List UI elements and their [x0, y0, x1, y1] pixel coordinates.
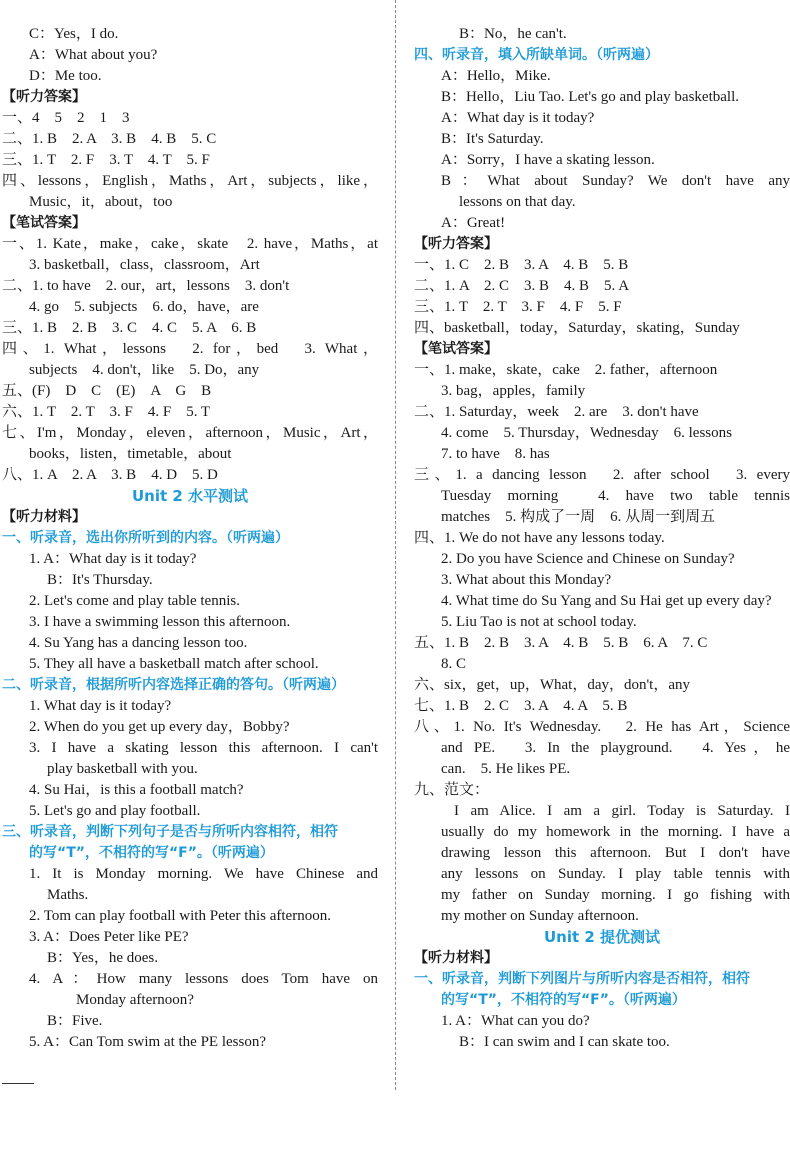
text-line: A：Hello，Mike.: [441, 68, 551, 84]
text-line: 1. A：What can you do?: [441, 1013, 590, 1029]
text-line: 8. C: [441, 656, 467, 672]
text-line: 1. It is Monday morning. We have Chinese and: [29, 866, 378, 882]
unit-title: Unit 2 提优测试: [543, 928, 661, 946]
question-heading: 的写“T”，不相符的写“F”。（听两遍）: [29, 845, 274, 861]
text-line: A：What day is it today?: [441, 110, 595, 126]
text-line: 4. What time do Su Yang and Su Hai get up every day?: [441, 593, 772, 609]
text-line: D：Me too.: [29, 68, 102, 84]
question-heading: 三、听录音，判断下列句子是否与所听内容相符，相符: [2, 824, 338, 840]
text-line: and PE. 3. In the playground. 4. Yes，he: [441, 740, 790, 756]
text-line: matches 5. 构成了一周 6. 从周一到周五: [441, 509, 716, 525]
text-line: 1. A：What day is it today?: [29, 551, 197, 567]
text-line: 2. Let's come and play table tennis.: [29, 593, 240, 609]
answer-line: 七、1. B 2. C 3. A 4. A 5. B: [414, 698, 628, 714]
text-line: 2. Tom can play football with Peter this afternoon.: [29, 908, 331, 924]
text-line: any lessons on Sunday. I play table tennis with: [441, 866, 790, 882]
section-label: 【听力答案】: [414, 236, 498, 252]
question-heading: 一、听录音，选出你所听到的内容。（听两遍）: [2, 530, 289, 546]
answer-line: 六、six，get，up，What，day，don't，any: [414, 677, 690, 693]
text-line: play basketball with you.: [47, 761, 198, 777]
text-line: B：Five.: [47, 1013, 103, 1029]
answer-line: 二、1. A 2. C 3. B 4. B 5. A: [414, 278, 630, 294]
text-line: 1. What day is it today?: [29, 698, 172, 714]
answer-line: 一、1. Kate，make，cake，skate 2. have，Maths，at: [2, 236, 378, 252]
text-line: 3. basketball，class，classroom，Art: [29, 257, 260, 273]
section-label: 【听力答案】: [2, 89, 86, 105]
answer-line: 三、1. T 2. T 3. F 4. F 5. F: [414, 299, 622, 315]
text-line: books，listen，timetable，about: [29, 446, 232, 462]
answer-line: 八、1. No. It's Wednesday. 2. He has Art，Science: [414, 719, 790, 735]
text-line: Maths.: [47, 887, 89, 903]
text-line: A：What about you?: [29, 47, 158, 63]
text-line: B：Yes，he does.: [47, 950, 158, 966]
unit-title: Unit 2 水平测试: [131, 487, 249, 505]
text-line: A：Sorry，I have a skating lesson.: [441, 152, 655, 168]
question-heading: 四、听录音，填入所缺单词。（听两遍）: [414, 47, 659, 63]
answer-line: 一、1. make，skate，cake 2. father，afternoon: [414, 362, 718, 378]
text-line: C：Yes，I do.: [29, 26, 119, 42]
answer-line: 五、1. B 2. B 3. A 4. B 5. B 6. A 7. C: [414, 635, 708, 651]
text-line: my father on Sunday morning. I go fishing with: [441, 887, 790, 903]
text-line: 2. Do you have Science and Chinese on Sunday?: [441, 551, 735, 567]
text-line: 2. When do you get up every day，Bobby?: [29, 719, 290, 735]
answer-line: 一、4 5 2 1 3: [2, 110, 130, 126]
text-line: lessons on that day.: [459, 194, 576, 210]
text-line: 4. Su Hai，is this a football match?: [29, 782, 244, 798]
section-label: 【笔试答案】: [2, 215, 86, 231]
text-line: usually do my homework in the morning. I have a: [441, 824, 790, 840]
answer-line: 八、1. A 2. A 3. B 4. D 5. D: [2, 467, 218, 483]
text-line: 5. Let's go and play football.: [29, 803, 201, 819]
text-line: 4. come 5. Thursday，Wednesday 6. lessons: [441, 425, 732, 441]
answer-line: 三、1. B 2. B 3. C 4. C 5. A 6. B: [2, 320, 257, 336]
text-line: 5. A：Can Tom swim at the PE lesson?: [29, 1034, 266, 1050]
question-heading: 一、听录音，判断下列图片与所听内容是否相符，相符: [414, 971, 750, 987]
answer-line: 二、1. to have 2. our，art，lessons 3. don't: [2, 278, 290, 294]
text-line: Tuesday morning 4. have two table tennis: [441, 488, 790, 504]
answer-line: 四、1. We do not have any lessons today.: [414, 530, 665, 546]
text-line: B：It's Saturday.: [441, 131, 544, 147]
answer-line: 四、basketball，today，Saturday，skating，Sunday: [414, 320, 740, 336]
text-line: can. 5. He likes PE.: [441, 761, 571, 777]
answer-line: 二、1. Saturday，week 2. are 3. don't have: [414, 404, 699, 420]
answer-line: 五、(F) D C (E) A G B: [2, 383, 212, 399]
text-line: Monday afternoon?: [76, 992, 194, 1008]
answer-line: 九、范文：: [414, 782, 490, 798]
column-divider: [395, 0, 396, 1090]
text-line: B：No，he can't.: [459, 26, 567, 42]
text-line: I am Alice. I am a girl. Today is Saturday. I: [454, 803, 790, 819]
left-column: [2, 24, 378, 1053]
text-line: subjects 4. don't，like 5. Do，any: [29, 362, 260, 378]
section-label: 【听力材料】: [414, 950, 498, 966]
text-line: 4. go 5. subjects 6. do，have，are: [29, 299, 259, 315]
text-line: 3. I have a skating lesson this afternoon. I can't: [29, 740, 378, 756]
footer-rule: [2, 1083, 34, 1084]
answer-line: 六、1. T 2. T 3. F 4. F 5. T: [2, 404, 211, 420]
text-line: B：Hello，Liu Tao. Let's go and play basketball.: [441, 89, 739, 105]
question-heading: 的写“T”，不相符的写“F”。（听两遍）: [441, 992, 686, 1008]
section-label: 【听力材料】: [2, 509, 86, 525]
right-column: [414, 24, 790, 1053]
answer-line: 二、1. B 2. A 3. B 4. B 5. C: [2, 131, 217, 147]
text-line: 3. What about this Monday?: [441, 572, 612, 588]
text-line: B：What about Sunday? We don't have any: [441, 173, 790, 189]
text-line: B：I can swim and I can skate too.: [459, 1034, 670, 1050]
answer-line: 四、1. What，lessons 2. for，bed 3. What，: [2, 341, 378, 357]
text-line: my mother on Sunday afternoon.: [441, 908, 639, 924]
text-line: 3. I have a swimming lesson this afternoon.: [29, 614, 291, 630]
text-line: 3. A：Does Peter like PE?: [29, 929, 189, 945]
section-label: 【笔试答案】: [414, 341, 498, 357]
text-line: A：Great!: [441, 215, 506, 231]
answer-line: 七、I'm，Monday，eleven，afternoon，Music，Art，: [2, 425, 378, 441]
answer-line: 一、1. C 2. B 3. A 4. B 5. B: [414, 257, 629, 273]
text-line: 5. Liu Tao is not at school today.: [441, 614, 637, 630]
answer-line: 三、1. a dancing lesson 2. after school 3. every: [414, 467, 790, 483]
text-line: 4. Su Yang has a dancing lesson too.: [29, 635, 248, 651]
answer-line: 三、1. T 2. F 3. T 4. T 5. F: [2, 152, 210, 168]
text-line: 3. bag，apples，family: [441, 383, 586, 399]
text-line: 7. to have 8. has: [441, 446, 550, 462]
text-line: drawing lesson this afternoon. But I don't have: [441, 845, 790, 861]
text-line: 5. They all have a basketball match after school.: [29, 656, 319, 672]
text-line: 4. A：How many lessons does Tom have on: [29, 971, 378, 987]
text-line: B：It's Thursday.: [47, 572, 153, 588]
answer-line: 四、lessons，English，Maths，Art，subjects，like，: [2, 173, 378, 189]
question-heading: 二、听录音，根据所听内容选择正确的答句。（听两遍）: [2, 677, 345, 693]
text-line: Music，it，about，too: [29, 194, 173, 210]
